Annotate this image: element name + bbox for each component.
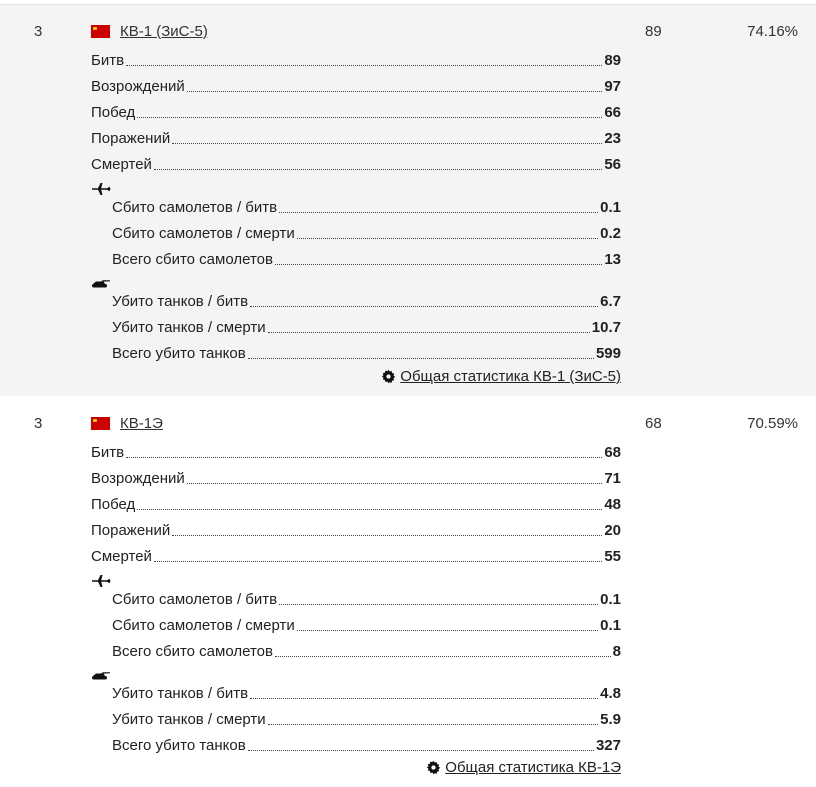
dot-leader: [297, 629, 598, 631]
stat-label: Убито танков / смерти: [112, 711, 266, 728]
stat-label: Сбито самолетов / битв: [112, 591, 278, 608]
dot-leader: [268, 723, 598, 725]
vehicle-battles: 68: [645, 415, 662, 432]
stat-row: [112, 588, 621, 608]
dot-leader: [279, 603, 598, 605]
stat-row: [112, 196, 621, 216]
dot-leader: [275, 655, 611, 657]
stat-row: [91, 127, 621, 147]
stat-value: 10.7: [591, 319, 621, 336]
stat-label: Убито танков / битв: [112, 293, 249, 310]
gear-icon: [426, 760, 441, 775]
stat-row: [91, 153, 621, 173]
stat-value: 23: [604, 130, 621, 147]
stat-row: [112, 640, 621, 660]
dot-leader: [126, 456, 602, 458]
dot-leader: [154, 560, 602, 562]
gear-icon: [381, 369, 396, 384]
dot-leader: [297, 237, 598, 239]
vehicle-battles: 89: [645, 23, 662, 40]
full-stats-link-text[interactable]: Общая статистика КВ-1 (ЗиС-5): [400, 368, 621, 385]
stat-value: 5.9: [600, 711, 621, 728]
dot-leader: [137, 508, 602, 510]
stat-value: 48: [604, 496, 621, 513]
vehicle-name[interactable]: КВ-1 (ЗиС-5): [120, 22, 208, 40]
dot-leader: [248, 357, 594, 359]
vehicle-row: [0, 4, 816, 396]
stat-row: [91, 49, 621, 69]
stat-row: [112, 316, 621, 336]
tank-icon: [91, 279, 111, 289]
stat-label: Поражений: [91, 522, 171, 539]
stat-value: 4.8: [600, 685, 621, 702]
stat-value: 89: [604, 52, 621, 69]
dot-leader: [248, 749, 594, 751]
stat-row: [112, 614, 621, 634]
stat-label: Возрождений: [91, 78, 185, 95]
vehicle-winrate: 70.59%: [747, 415, 798, 432]
plane-icon: [91, 574, 111, 588]
dot-leader: [172, 142, 602, 144]
stat-label: Поражений: [91, 130, 171, 147]
dot-leader: [275, 263, 602, 265]
stat-label: Всего убито танков: [112, 737, 246, 754]
stat-value: 97: [604, 78, 621, 95]
stat-label: Возрождений: [91, 470, 185, 487]
dot-leader: [250, 305, 598, 307]
stat-label: Всего убито танков: [112, 345, 246, 362]
full-stats-link-text[interactable]: Общая статистика КВ-1Э: [445, 759, 621, 776]
dot-leader: [187, 90, 603, 92]
vehicle-tier: 3: [34, 23, 43, 40]
stat-value: 55: [604, 548, 621, 565]
stat-row: [112, 342, 621, 362]
stat-label: Битв: [91, 52, 125, 69]
dot-leader: [268, 331, 590, 333]
stat-label: Побед: [91, 104, 136, 121]
stat-value: 20: [604, 522, 621, 539]
vehicle-name-link[interactable]: [91, 412, 163, 434]
dot-leader: [137, 116, 602, 118]
stat-row: [91, 467, 621, 487]
ussr-flag-icon: [91, 25, 110, 38]
stat-value: 0.1: [600, 591, 621, 608]
stat-value: 71: [604, 470, 621, 487]
stat-row: [112, 734, 621, 754]
ussr-flag-icon: [91, 417, 110, 430]
stat-label: Смертей: [91, 548, 152, 565]
stat-value: 13: [604, 251, 621, 268]
stat-value: 6.7: [600, 293, 621, 310]
stat-row: [112, 248, 621, 268]
stat-label: Побед: [91, 496, 136, 513]
stat-row: [112, 708, 621, 728]
stat-value: 66: [604, 104, 621, 121]
stat-label: Сбито самолетов / битв: [112, 199, 278, 216]
dot-leader: [187, 482, 603, 484]
stat-label: Всего сбито самолетов: [112, 251, 273, 268]
vehicle-name-link[interactable]: [91, 20, 208, 42]
plane-icon: [91, 182, 111, 196]
dot-leader: [154, 168, 602, 170]
stat-label: Смертей: [91, 156, 152, 173]
stat-label: Убито танков / смерти: [112, 319, 266, 336]
dot-leader: [279, 211, 598, 213]
stat-value: 0.1: [600, 617, 621, 634]
stat-label: Сбито самолетов / смерти: [112, 617, 295, 634]
vehicle-winrate: 74.16%: [747, 23, 798, 40]
stat-row: [91, 493, 621, 513]
stat-label: Всего сбито самолетов: [112, 643, 273, 660]
dot-leader: [126, 64, 602, 66]
stat-row: [91, 101, 621, 121]
full-stats-link[interactable]: [381, 368, 621, 385]
stat-value: 327: [595, 737, 621, 754]
stat-value: 8: [612, 643, 621, 660]
stat-value: 599: [595, 345, 621, 362]
stat-label: Сбито самолетов / смерти: [112, 225, 295, 242]
stat-value: 68: [604, 444, 621, 461]
stat-value: 0.2: [600, 225, 621, 242]
vehicle-name[interactable]: КВ-1Э: [120, 414, 163, 432]
tank-icon: [91, 671, 111, 681]
stat-label: Убито танков / битв: [112, 685, 249, 702]
stat-row: [112, 290, 621, 310]
vehicle-tier: 3: [34, 415, 43, 432]
full-stats-link[interactable]: [426, 759, 621, 776]
stat-value: 0.1: [600, 199, 621, 216]
vehicle-row: [0, 397, 816, 787]
dot-leader: [172, 534, 602, 536]
stat-row: [91, 75, 621, 95]
stat-row: [91, 519, 621, 539]
stat-value: 56: [604, 156, 621, 173]
stat-label: Битв: [91, 444, 125, 461]
stat-row: [112, 682, 621, 702]
stat-row: [91, 441, 621, 461]
stat-row: [112, 222, 621, 242]
dot-leader: [250, 697, 598, 699]
stat-row: [91, 545, 621, 565]
